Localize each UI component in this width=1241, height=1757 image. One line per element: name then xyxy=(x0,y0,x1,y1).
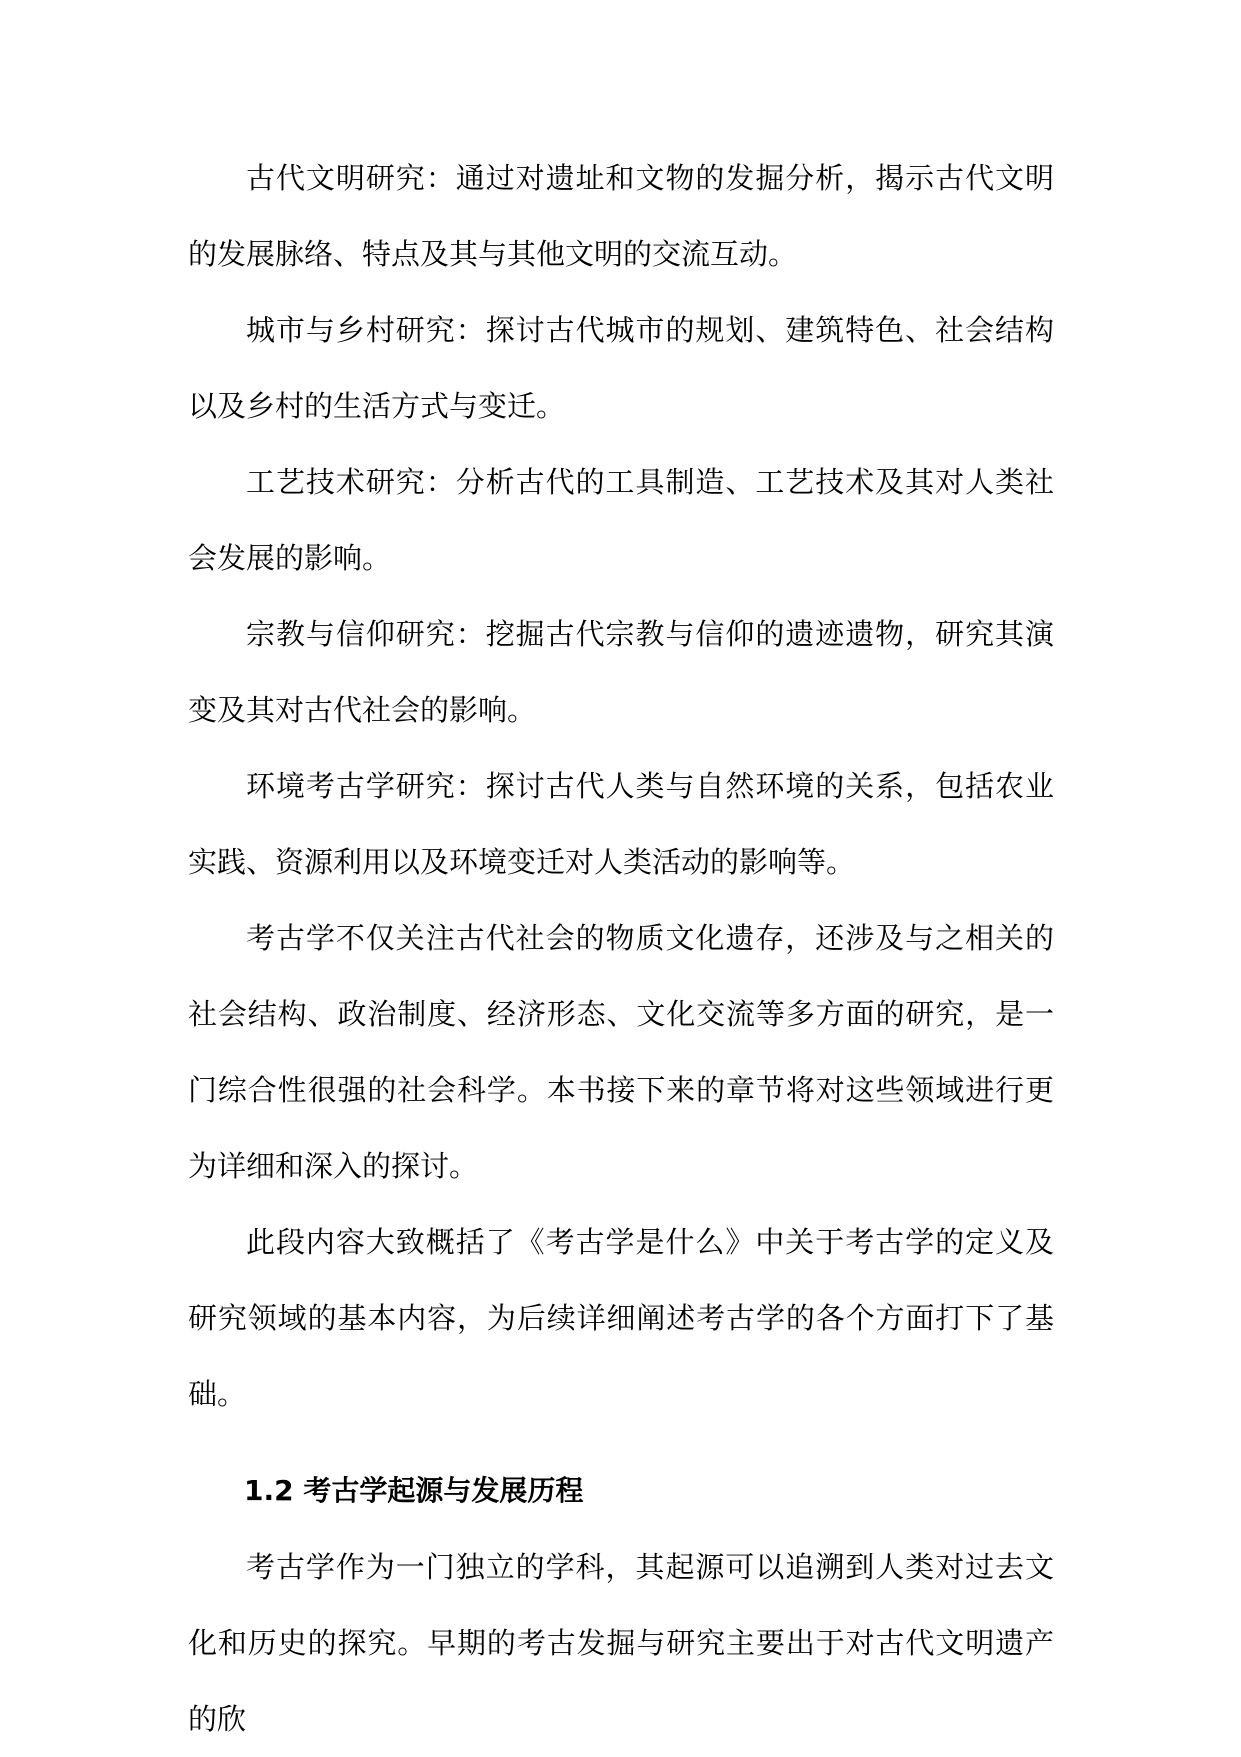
paragraph-environmental-archaeology: 环境考古学研究：探讨古代人类与自然环境的关系，包括农业实践、资源利用以及环境变迁对人类活动的影响等。 xyxy=(188,769,1054,879)
paragraph-city-village: 城市与乡村研究：探讨古代城市的规划、建筑特色、社会结构以及乡村的生活方式与变迁。 xyxy=(188,313,1054,423)
paragraph-craft-technology: 工艺技术研究：分析古代的工具制造、工艺技术及其对人类社会发展的影响。 xyxy=(188,465,1054,575)
section-heading: 1.2 考古学起源与发展历程 xyxy=(244,1474,584,1507)
paragraph-archaeology-scope: 考古学不仅关注古代社会的物质文化遗存，还涉及与之相关的社会结构、政治制度、经济形态、文化交流等多方面的研究，是一门综合性很强的社会科学。本书接下来的章节将对这些领域进行更为详细和深入的探讨。 xyxy=(188,921,1054,1183)
paragraph-summary: 此段内容大致概括了《考古学是什么》中关于考古学的定义及研究领域的基本内容，为后续详细阐述考古学的各个方面打下了基础。 xyxy=(188,1225,1054,1411)
paragraph-origin: 考古学作为一门独立的学科，其起源可以追溯到人类对过去文化和历史的探究。早期的考古发掘与研究主要出于对古代文明遗产的欣 xyxy=(188,1550,1054,1736)
paragraph-ancient-civilization: 古代文明研究：通过对遗址和文物的发掘分析，揭示古代文明的发展脉络、特点及其与其他文明的交流互动。 xyxy=(188,161,1054,271)
page-content xyxy=(188,140,1054,1757)
paragraph-religion-belief: 宗教与信仰研究：挖掘古代宗教与信仰的遗迹遗物，研究其演变及其对古代社会的影响。 xyxy=(188,617,1054,727)
